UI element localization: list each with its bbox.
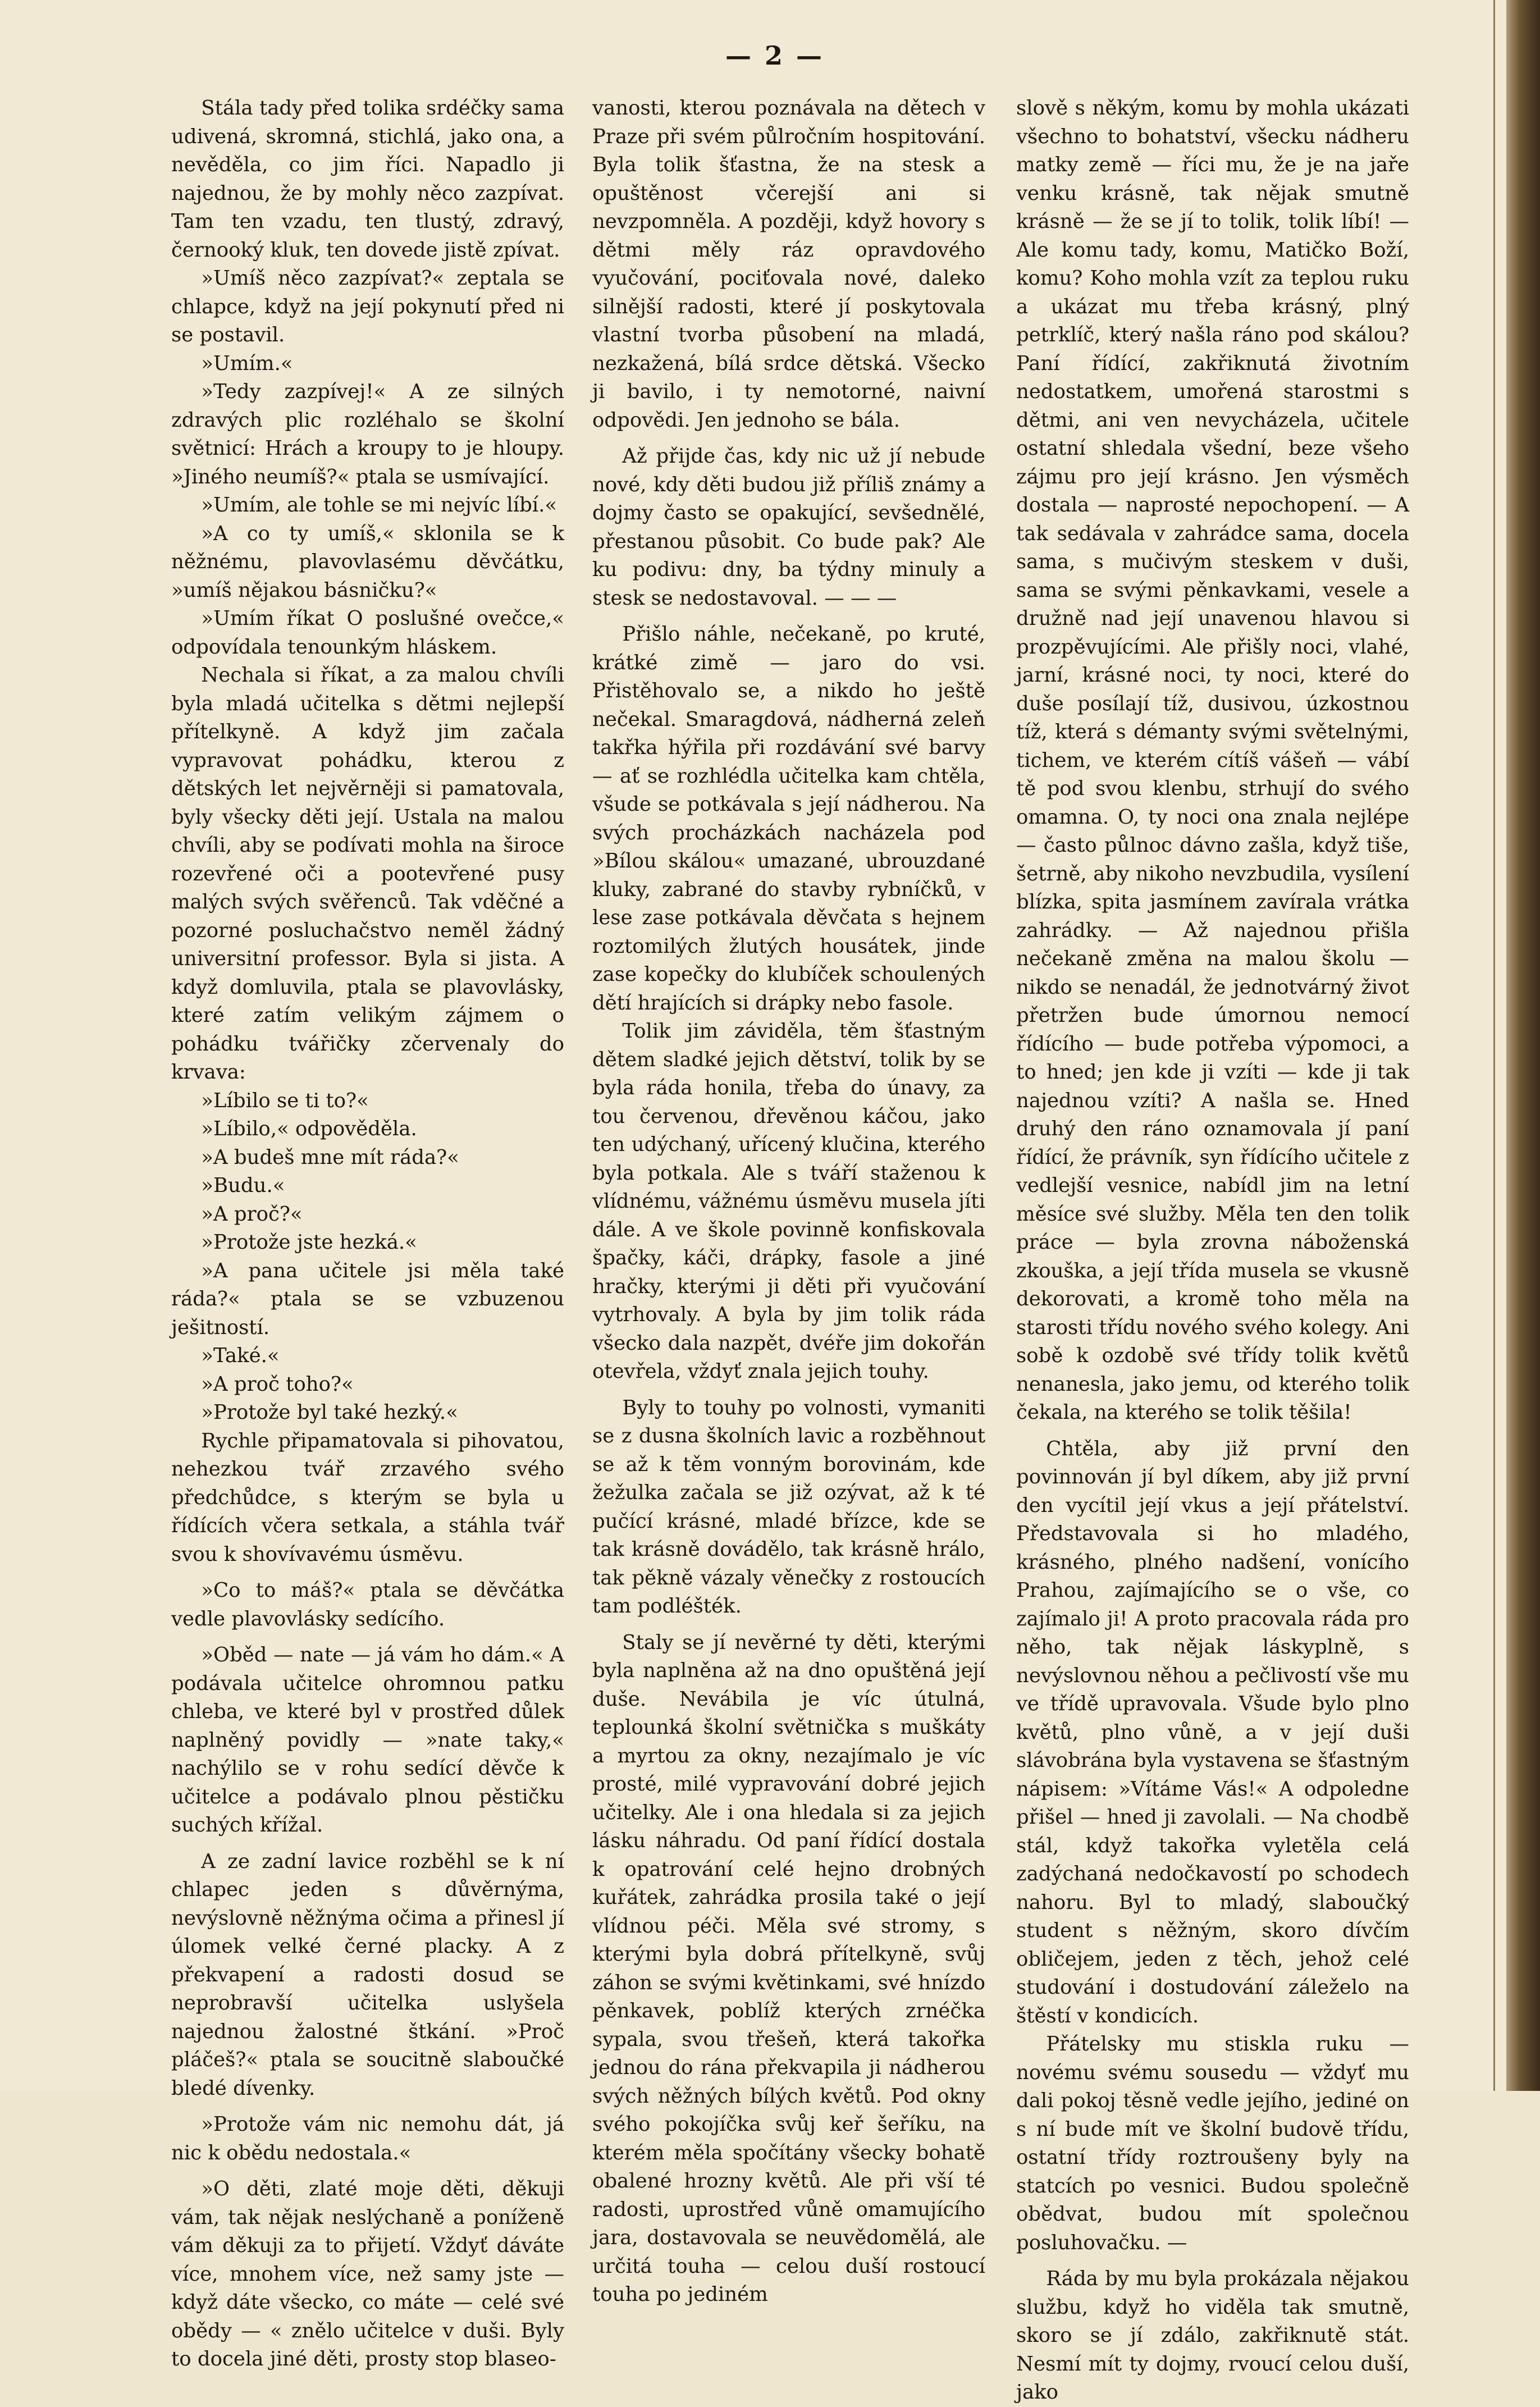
paragraph: Rychle připamatovala si pihovatou, nehezkou tvář zrzavého svého předchůdce, s kterým se byla u řídících včera setkala, a stáhla tvář svou k shovívavému úsměvu. [171,1429,564,1566]
paragraph: A ze zadní lavice rozběhl se k ní chlapec jeden s důvěrnýma, nevýslovně něžnýma očima a přinesl jí úlomek velké černé placky. A z překvapení a radosti dosud se neprobravší učitelka uslyšela najednou žalostné štkání. »Proč pláčeš?« ptala se soucitně slaboučké bledé dívenky. [171,1849,564,2100]
paragraph: Nechala si říkat, a za malou chvíli byla mladá učitelka s dětmi nejlepší přítelkyně. A když jim začala vypravovat pohádku, kterou z dětských let nejvěrněji si pamatovala, byly všecky děti její. Ustala na malou chvíli, aby se podívati mohla na široce rozevřené oči a pootevřené pusy malých svých svěřenců. Tak vděčné a pozorné posluchačstvo neměl žádný universitní professor. Byla si jista. A když domluvila, ptala se plavovlásky, které zatím velikým zájmem o pohádku tvářičky zčervenaly do krvava: [171,664,564,1084]
paragraph: »Oběd — nate — já vám ho dám.« A podávala učitelce ohromnou patku chleba, ve které byl v prostřed důlek naplněný povidly — »nate taky,« nachýlilo se v rohu sedící děvče k učitelce a podávalo plnou pěstičku suchých křížal. [171,1643,564,1837]
paragraph: »A proč toho?« [201,1372,354,1396]
paragraph: vanosti, kterou poznávala na dětech v Praze při svém půlročním hospitování. Byla tolik šťastna, že na stesk a opuštěnost včerejší ani si nevzpomněla. A později, když hovory s dětmi měly ráz opravdového vyučování, pociťovala nové, daleko silnější radosti, které jí poskytovala vlastní tvorba působení na mladá, nezkažená, bílá srdce dětská. Všecko ji bavilo, i ty nemotorné, naivní odpovědi. Jen jednoho se bála. [592,97,985,432]
paragraph: »Také.« [201,1344,280,1367]
paragraph: »Umíš něco zazpívat?« zeptala se chlapce, když na její pokynutí před ni se postavil. [171,267,564,346]
text-column-1 [171,94,564,2371]
page-number: — 2 — [725,40,825,71]
paragraph: »Protože byl také hezký.« [201,1401,458,1424]
paragraph: »Umím říkat O poslušné ovečce,« odpovídala tenounkým hláskem. [171,607,564,659]
paragraph: Ráda by mu byla prokázala nějakou službu, když ho viděla tak smutně, skoro se jí zdálo, zakřiknutě stát. Nesmí mít ty dojmy, rvoucí celou duší, jako [1016,2267,1409,2404]
paragraph: Chtěla, aby již první den povinnován jí byl díkem, aby již první den vycítil její vkus a její přátelství. Představovala si ho mladého, krásného, plného nadšení, vonícího Prahou, zajímajícího se o vše, co zajímalo ji! A proto pracovala ráda pro něho, tak nějak láskyplně, s nevýslovnou něhou a pečlivostí vše mu ve třídě upravovala. Všude bylo plno květů, plno vůně, a v její duši slávobrána byla vystavena se šťastným nápisem: »Vítáme Vás!« A odpoledne přišel — hned ji zavolali. — Na chodbě stál, když takořka vyletěla celá zadýchaná nedočkavostí po schodech nahoru. Byl to mladý, slaboučký student s něžným, skoro dívčím obličejem, jeden z těch, jehož celé studování i dostudování záleželo na štěstí v kondicích. [1016,1437,1409,2027]
paragraph: Staly se jí nevěrné ty děti, kterými byla naplněna až na dno opuštěná její duše. Nevábila je víc útulná, teplounká školní světnička s muškáty a myrtou za okny, nezajímalo je víc prosté, milé vypravování dobré jejich učitelky. Ale i ona hledala si za jejich lásku náhradu. Od paní řídící dostala k opatrování celé hejno drobných kuřátek, zahrádka prosila také o její vlídnou péči. Měla své stromy, s kterými byla dobrá přítelkyně, svůj záhon se svými květinkami, své hnízdo pěnkavek, poblíž kterých zrnéčka sypala, svou třešeň, která takořka jednou do rána překvapila ji nádherou svých něžných bílých květů. Pod okny svého pokojíčka svůj keř šeříku, na kterém měla spočítány všecky bohatě obalené hrozny květů. Ale při vší té radosti, uprostřed vůně omamujícího jara, dostavovala se neuvědomělá, ale určitá touha — celou duší rostoucí touha po jediném [592,1630,985,2306]
paragraph: »Budu.« [201,1174,285,1197]
binding-shadow [1506,0,1540,2091]
paragraph: Přátelsky mu stiskla ruku — novému svému sousedu — vždyť mu dali pokoj těsně vedle jejího, jediné on s ní bude mít ve školní budově třídu, ostatní třídy roztroušeny byly na statcích po vesnici. Budou společně obědvat, budou mít společnou posluhovačku. — [1016,2033,1409,2254]
paragraph: Tolik jim záviděla, těm šťastným dětem sladké jejich dětství, tolik by se byla ráda honila, třeba do únavy, za tou červenou, dřevěnou káčou, jako ten udýchaný, uřícený klučina, kterého byla potkala. Ale s tváří staženou k vlídnému, vážnému úsměvu musela jíti dále. A ve škole povinně konfiskovala špačky, káči, drápky, fasole a jiné hračky, kterými ji děti při vyučování vytrhovaly. A byla by jim tolik ráda všecko dala nazpět, dvéře jim dokořán otevřela, vždyť znala jejich touhy. [592,1020,985,1383]
paragraph: Až přijde čas, kdy nic už jí nebude nové, kdy děti budou již příliš známy a dojmy často se opakující, sevšednělé, přestanou působit. Co bude pak? Ale ku podivu: dny, ba týdny minuly a stesk se nedostavoval. — — — [592,445,985,610]
paragraph: »Tedy zazpívej!« A ze silných zdravých plic rozléhalo se školní světnicí: Hrách a kroupy to je hloupy. »Jiného neumíš?« ptala se usmívající. [171,380,564,488]
paragraph: »Líbilo se ti to?« [201,1089,369,1112]
paragraph: »Líbilo,« odpověděla. [201,1117,417,1140]
paragraph: »A pana učitele jsi měla také ráda?« ptala se se vzbuzenou ješitností. [171,1259,564,1339]
page-edge-line [1493,0,1495,2091]
paragraph: »A proč?« [201,1202,303,1226]
paragraph: »Protože vám nic nemohu dát, já nic k obědu nedostala.« [171,2113,564,2164]
text-column-3 [1016,94,1409,2404]
paragraph: »O děti, zlaté moje děti, děkuji vám, tak nějak neslýchaně a poníženě vám děkuji za to přijetí. Vždyť dáváte více, mnohem více, než samy jste — když dáte všecko, co máte — celé své obědy — « znělo učitelce v duši. Byly to docela jiné děti, prosty stop blaseo- [171,2177,564,2371]
paragraph: »A co ty umíš,« sklonila se k něžnému, plavovlasému děvčátku, »umíš nějakou básničku?« [171,522,564,602]
paragraph: Byly to touhy po volnosti, vymaniti se z dusna školních lavic a rozběhnout se až k těm vonným borovinám, kde žežulka začala se již ozývat, až k té pučící krásné, mladé břízce, kde se tak krásně dovádělo, tak krásně hrálo, tak pěkně vázaly věnečky z rostoucích tam podléšték. [592,1396,985,1618]
paragraph: »A budeš mne mít ráda?« [201,1145,459,1169]
paragraph: Přišlo náhle, nečekaně, po kruté, krátké zimě — jaro do vsi. Přistěhovalo se, a nikdo ho ještě nečekal. Smaragdová, nádherná zeleň takřka hýřila při rozdávání své barvy — ať se rozhlédla učitelka kam chtěla, všude se potkávala s její nádherou. Na svých procházkách nacházela pod »Bílou skálou« umazané, ubrouzdané kluky, zabrané do stavby rybníčků, v lese zase potkávala děvčata s hejnem roztomilých žlutých housátek, jinde zase kopečky do klubíček schoulených dětí hrajících si drápky nebo fasole. [592,623,985,1015]
paragraph: slově s někým, komu by mohla ukázati všechno to bohatství, všecku nádheru matky země — říci mu, že je na jaře venku krásně, tak nějak smutně krásně — že se jí to tolik, tolik líbí! — Ale komu tady, komu, Matičko Boží, komu? Koho mohla vzít za teplou ruku a ukázat mu třeba krásný, plný petrklíč, který našla ráno pod skálou? Paní řídící, zakřiknutá životním nedostatkem, umořená starostmi s dětmi, ani ven nevycházela, učitele ostatní shledala všední, beze všeho zájmu pro její krásno. Jen výsměch dostala — naprosté nepochopení. — A tak sedávala v zahrádce sama, docela sama, s mučivým steskem v duši, sama se svými pěnkavkami, vesele a družně nad její unavenou hlavou si prozpěvujícími. Ale přišly noci, vlahé, jarní, krásné noci, ty noci, které do duše posílají tíž, dusivou, úzkostnou tíž, která s démanty svými světelnými, tichem, ve kterém cítíš vášeň — vábí tě pod svou klenbu, strhují do svého omamna. O, ty noci ona znala nejlépe — často půlnoc dávno zašla, když tiše, šetrně, aby nikoho nevzbudila, vysílení blízka, spita jasmínem zavírala vrátka zahrádky. — Až najednou přišla nečekaně změna na malou školu — nikdo se nenadál, že jednotvárný život přetržen bude úmornou nemocí řídícího — bude potřeba výpomoci, a to hned; jen kde ji vzíti — kde ji tak najednou vzíti? A našla se. Hned druhý den ráno oznamovala jí paní řídící, že právník, syn řídícího učitele z vedlejší vesnice, nabídl jim na letní měsíce své služby. Měla ten den tolik práce — byla zrovna náboženská zkouška, a její třída musela se vkusně dekorovati, a kromě toho měla na starosti třídu nového svého kolegy. Ani sobě k ozdobě své třídy tolik květů nenanesla, jako jemu, od kterého tolik čekala, na kterého se tolik těšila! [1016,97,1409,1424]
paragraph: »Umím.« [201,351,293,375]
paragraph: »Umím, ale tohle se mi nejvíc líbí.« [201,494,557,517]
paragraph: »Protože jste hezká.« [201,1231,417,1254]
paragraph: Stála tady před tolika srdéčky sama udivená, skromná, stichlá, jako ona, a nevěděla, co jim říci. Napadlo ji najednou, že by mohly něco zazpívat. Tam ten vzadu, ten tlustý, zdravý, černooký kluk, ten dovede jistě zpívat. [171,97,564,262]
text-column-2 [592,94,985,2306]
paragraph: »Co to máš?« ptala se děvčátka vedle plavovlásky sedícího. [171,1579,564,1630]
